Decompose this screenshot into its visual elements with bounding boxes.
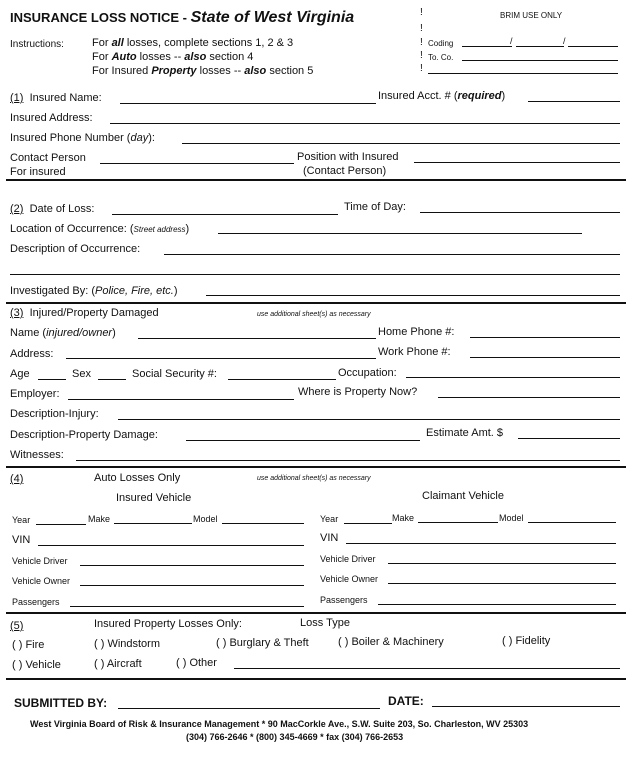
position-field[interactable] [414, 162, 620, 163]
investigated-by-field[interactable] [206, 295, 620, 296]
claimant-model-field[interactable] [528, 522, 616, 523]
insured-driver-field[interactable] [80, 565, 304, 566]
occupation-label: Occupation: [338, 367, 397, 379]
claimant-passengers-field[interactable] [378, 604, 616, 605]
boiler-machinery-checkbox[interactable]: ( ) Boiler & Machinery [338, 636, 444, 648]
insured-make-field[interactable] [114, 523, 192, 524]
time-of-day-label: Time of Day: [344, 201, 406, 213]
claimant-make-field[interactable] [418, 522, 498, 523]
insured-acct-field[interactable] [528, 101, 620, 102]
organization-address: West Virginia Board of Risk & Insurance Management * 90 MacCorkle Ave., S.W. Suite 203, So. Charleston, WV 25303 [30, 719, 529, 729]
vehicle-checkbox[interactable]: ( ) Vehicle [12, 659, 61, 671]
windstorm-checkbox[interactable]: ( ) Windstorm [94, 638, 160, 650]
claimant-year-field[interactable] [344, 523, 392, 524]
work-phone-field[interactable] [470, 357, 620, 358]
submitted-by-label: SUBMITTED BY: [14, 696, 108, 710]
age-label: Age [10, 368, 30, 380]
position-label: Position with Insured [297, 151, 399, 163]
occupation-field[interactable] [406, 377, 620, 378]
instruction-line-3: For Insured Property losses -- also section 5 [92, 65, 314, 77]
coding-field-1[interactable] [462, 46, 512, 47]
other-description-field[interactable] [234, 668, 620, 669]
insured-passengers-field[interactable] [70, 606, 304, 607]
age-field[interactable] [38, 379, 66, 380]
section-3-number: (3) [10, 307, 24, 319]
claimant-driver-label: Vehicle Driver [320, 554, 376, 564]
insured-driver-label: Vehicle Driver [12, 556, 68, 566]
to-co-label: To. Co. [428, 53, 454, 62]
claimant-vin-field[interactable] [346, 543, 616, 544]
ssn-field[interactable] [228, 379, 336, 380]
location-label: Location of Occurrence: (Street address) [10, 223, 190, 235]
injured-property-heading: (3) Injured/Property Damaged [10, 307, 159, 319]
insured-model-field[interactable] [222, 523, 304, 524]
sex-field[interactable] [98, 379, 126, 380]
for-insured-label: For insured [10, 166, 66, 178]
additional-sheets-note: use additional sheet(s) as necessary [257, 475, 371, 482]
injured-name-label: Name (injured/owner) [10, 327, 116, 339]
other-checkbox[interactable]: ( ) Other [176, 657, 217, 669]
separator-mark: ! [420, 63, 423, 74]
insured-passengers-label: Passengers [12, 597, 60, 607]
description-occurrence-field[interactable] [164, 254, 620, 255]
claimant-make-label: Make [392, 513, 415, 523]
witnesses-field[interactable] [76, 460, 620, 461]
estimate-amount-label: Estimate Amt. $ [426, 427, 504, 439]
property-losses-heading: Insured Property Losses Only: [94, 618, 242, 630]
coding-field-2[interactable] [516, 46, 564, 47]
section-divider [6, 302, 626, 304]
where-property-field[interactable] [438, 397, 620, 398]
submitted-by-field[interactable] [118, 708, 380, 709]
insured-owner-label: Vehicle Owner [12, 576, 71, 586]
location-field[interactable] [218, 233, 582, 234]
title-text: INSURANCE LOSS NOTICE - [10, 10, 191, 25]
work-phone-label: Work Phone #: [378, 346, 451, 358]
insured-owner-field[interactable] [80, 585, 304, 586]
home-phone-field[interactable] [470, 337, 620, 338]
section-1-number: (1) [10, 92, 24, 104]
brim-use-label: BRIM USE ONLY [500, 11, 563, 20]
insured-name-label: (1) Insured Name: [10, 92, 102, 104]
sex-label: Sex [72, 368, 91, 380]
additional-sheets-note: use additional sheet(s) as necessary [257, 311, 371, 318]
ssn-label: Social Security #: [132, 368, 217, 380]
claimant-owner-field[interactable] [388, 583, 616, 584]
where-property-label: Where is Property Now? [298, 386, 418, 398]
burglary-theft-checkbox[interactable]: ( ) Burglary & Theft [216, 637, 309, 649]
description-occurrence-field-2[interactable] [10, 274, 620, 275]
injured-address-field[interactable] [66, 358, 376, 359]
section-2-number: (2) [10, 203, 24, 215]
brim-extra-field[interactable] [428, 73, 618, 74]
separator-mark: ! [420, 23, 423, 34]
separator-mark: ! [420, 37, 423, 48]
insured-phone-field[interactable] [182, 143, 620, 144]
instruction-line-1: For all losses, complete sections 1, 2 & 3 [92, 37, 294, 49]
claimant-passengers-label: Passengers [320, 595, 368, 605]
employer-label: Employer: [10, 388, 60, 400]
claimant-vin-label: VIN [320, 532, 339, 544]
slash: / [563, 36, 566, 46]
date-of-loss-field[interactable] [112, 214, 338, 215]
injured-name-field[interactable] [138, 338, 376, 339]
insured-phone-label: Insured Phone Number (day): [10, 132, 155, 144]
instruction-line-2: For Auto losses -- also section 4 [92, 51, 254, 63]
insured-address-field[interactable] [110, 123, 620, 124]
state-name: State of West Virginia [190, 9, 355, 26]
description-property-label: Description-Property Damage: [10, 429, 158, 441]
insured-vehicle-heading: Insured Vehicle [116, 492, 192, 504]
date-of-loss-label: (2) Date of Loss: [10, 203, 95, 215]
coding-label: Coding [428, 39, 454, 48]
insured-acct-label: Insured Acct. # (required) [378, 90, 506, 102]
insured-address-label: Insured Address: [10, 112, 93, 124]
description-property-field[interactable] [186, 440, 420, 441]
form-title [10, 10, 354, 26]
insured-vin-field[interactable] [38, 545, 304, 546]
section-5-number: (5) [10, 620, 24, 632]
contact-person-label: Contact Person [10, 152, 86, 164]
section-divider [6, 678, 626, 680]
home-phone-label: Home Phone #: [378, 326, 455, 338]
date-label: DATE: [388, 694, 424, 708]
aircraft-checkbox[interactable]: ( ) Aircraft [94, 658, 142, 670]
contact-person-sublabel: (Contact Person) [303, 165, 387, 177]
injured-address-label: Address: [10, 348, 54, 360]
auto-losses-heading: Auto Losses Only [94, 472, 181, 484]
time-of-day-field[interactable] [420, 212, 620, 213]
section-divider [6, 612, 626, 614]
estimate-amount-field[interactable] [518, 438, 620, 439]
insured-make-label: Make [88, 514, 111, 524]
section-divider [6, 466, 626, 468]
coding-field-3[interactable] [568, 46, 618, 47]
insured-year-field[interactable] [36, 524, 86, 525]
claimant-owner-label: Vehicle Owner [320, 574, 379, 584]
claimant-model-label: Model [499, 513, 524, 523]
section-divider [6, 179, 626, 181]
claimant-vehicle-heading: Claimant Vehicle [422, 490, 504, 502]
fire-checkbox[interactable]: ( ) Fire [12, 639, 45, 651]
claimant-year-label: Year [320, 514, 339, 524]
insured-vin-label: VIN [12, 534, 31, 546]
loss-type-label: Loss Type [300, 617, 350, 629]
date-field[interactable] [432, 706, 620, 707]
instructions-label: Instructions: [10, 39, 64, 50]
to-co-field[interactable] [462, 60, 618, 61]
claimant-driver-field[interactable] [388, 563, 616, 564]
description-injury-field[interactable] [118, 419, 620, 420]
separator-mark: ! [420, 7, 423, 18]
description-injury-label: Description-Injury: [10, 408, 99, 420]
insured-year-label: Year [12, 515, 31, 525]
slash: / [510, 36, 513, 46]
insured-name-field[interactable] [120, 103, 376, 104]
section-4-number: (4) [10, 473, 24, 485]
description-occurrence-label: Description of Occurrence: [10, 243, 141, 255]
witnesses-label: Witnesses: [10, 449, 64, 461]
separator-mark: ! [420, 50, 423, 61]
employer-field[interactable] [68, 399, 294, 400]
investigated-by-label: Investigated By: (Police, Fire, etc.) [10, 285, 178, 297]
contact-person-field[interactable] [100, 163, 294, 164]
organization-phones: (304) 766-2646 * (800) 345-4669 * fax (304) 766-2653 [186, 732, 404, 742]
insured-model-label: Model [193, 514, 218, 524]
fidelity-checkbox[interactable]: ( ) Fidelity [502, 635, 551, 647]
